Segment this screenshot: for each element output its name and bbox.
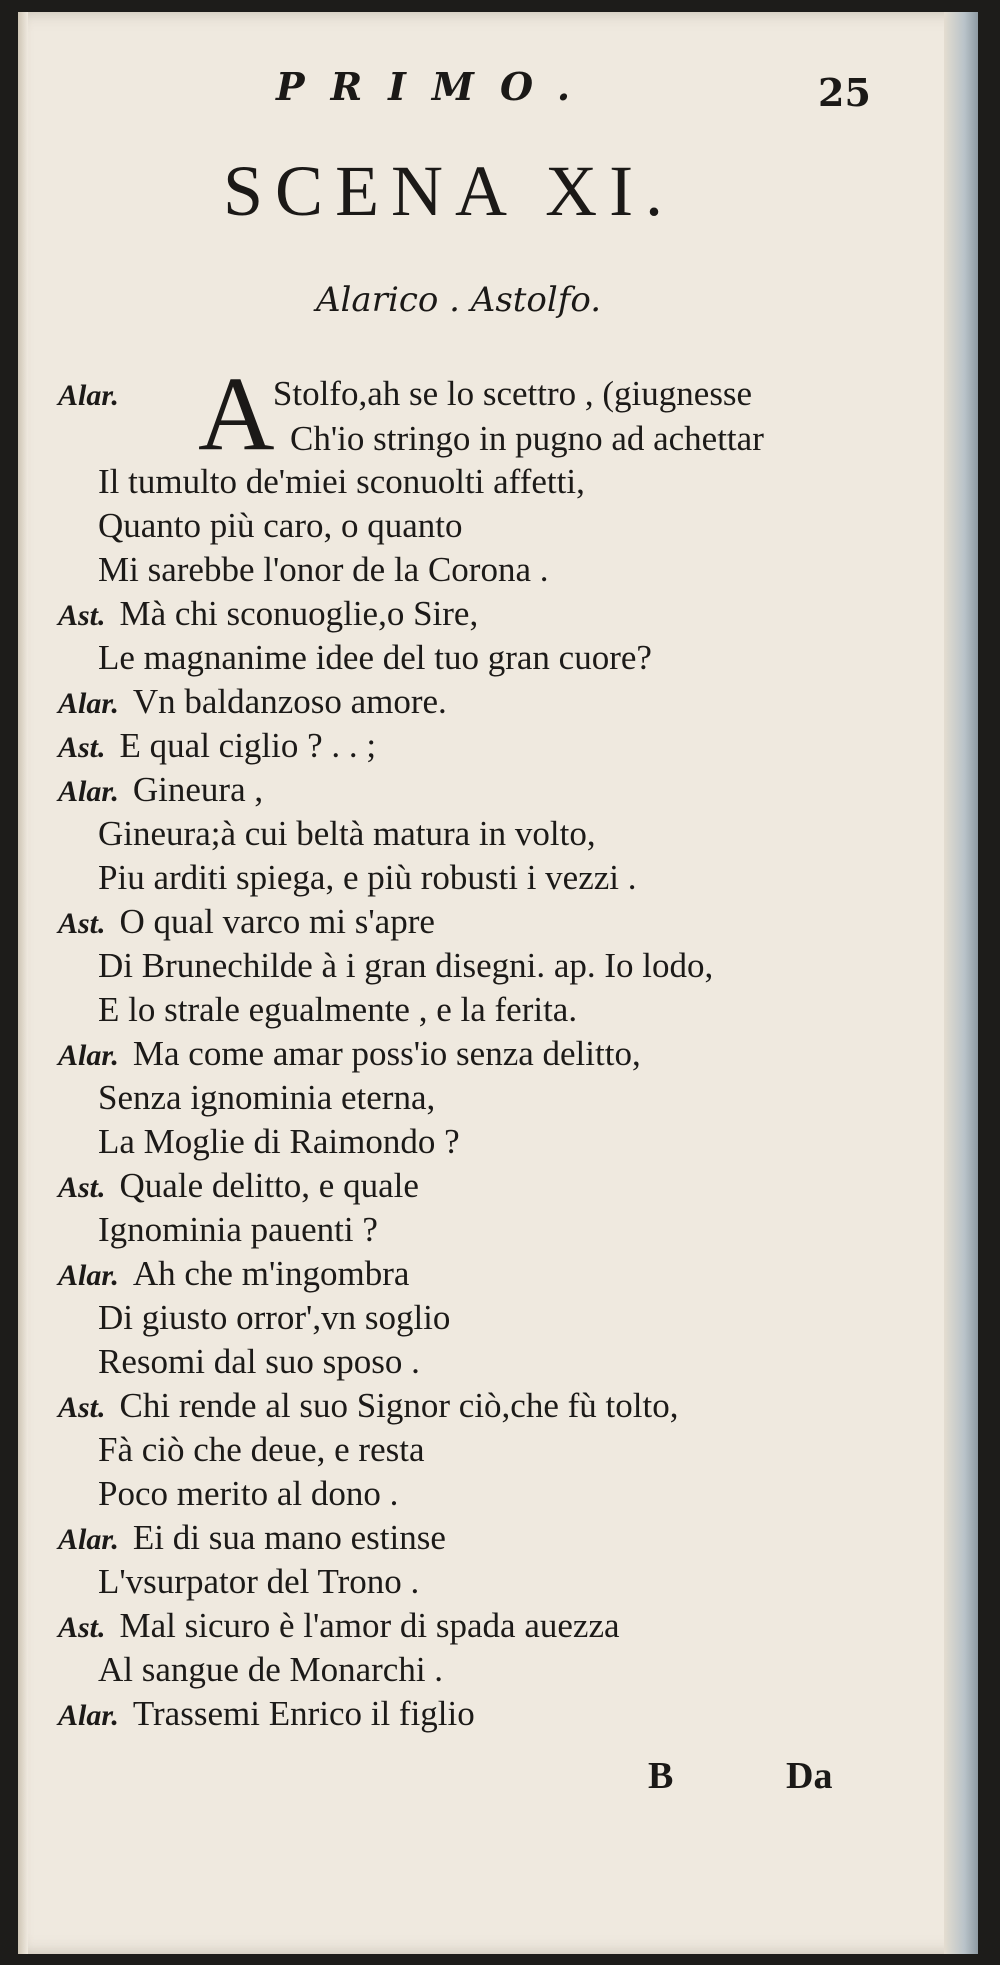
- line-text: Mal sicuro è l'amor di spada auezza: [119, 1606, 620, 1645]
- verse-line: [98, 1428, 425, 1472]
- line-text: Quale delitto, e quale: [119, 1166, 419, 1205]
- verse-line: [98, 636, 652, 680]
- line-text: Resomi dal suo sposo .: [98, 1342, 420, 1381]
- line-text: Senza ignominia eterna,: [98, 1078, 436, 1117]
- speaker-label: Alar.: [58, 687, 119, 720]
- catchword: Da: [786, 1755, 833, 1797]
- verse-line: [98, 812, 596, 856]
- verse-line: [290, 417, 764, 461]
- verse-line: [98, 1120, 460, 1164]
- line-text: E lo strale egualmente , e la ferita.: [98, 990, 578, 1029]
- verse-line: [98, 944, 713, 988]
- line-text: Trassemi Enrico il figlio: [132, 1694, 475, 1733]
- speaker-label: Ast.: [58, 907, 106, 940]
- line-text: Mi sarebbe l'onor de la Corona .: [98, 550, 549, 589]
- drop-capital: A: [198, 355, 275, 472]
- speech-line: [58, 1604, 620, 1650]
- speaker-label: Ast.: [58, 731, 106, 764]
- line-text: Ma come amar poss'io senza delitto,: [132, 1034, 641, 1073]
- verse-line: [98, 1076, 435, 1120]
- running-header: PRIMO.: [276, 64, 597, 109]
- line-text: Fà ciò che deue, e resta: [98, 1430, 425, 1469]
- line-text: Poco merito al dono .: [98, 1474, 399, 1513]
- line-text: Ch'io stringo in pugno ad achettar: [290, 419, 764, 458]
- verse-line: [98, 548, 549, 592]
- line-text: Al sangue de Monarchi .: [98, 1650, 444, 1689]
- page-fore-edge: [944, 12, 978, 1954]
- speech-line: [58, 372, 752, 418]
- line-text: Vn baldanzoso amore.: [132, 682, 447, 721]
- signature-mark: B: [648, 1755, 674, 1797]
- book-page: [18, 12, 978, 1954]
- speaker-label: Ast.: [58, 1391, 106, 1424]
- verse-line: [98, 1340, 420, 1384]
- line-text: Quanto più caro, o quanto: [98, 506, 463, 545]
- line-text: Gineura ,: [132, 770, 264, 809]
- speech-line: [58, 1032, 641, 1078]
- speech-line: [58, 680, 447, 726]
- line-text: Ignominia pauenti ?: [98, 1210, 378, 1249]
- speaker-label: Alar.: [58, 775, 119, 808]
- line-text: Stolfo,ah se lo scettro , (giugnesse: [272, 374, 753, 413]
- speech-line: [58, 724, 376, 770]
- speaker-label: Alar.: [58, 1259, 119, 1292]
- line-text: L'vsurpator del Trono .: [98, 1562, 420, 1601]
- verse-line: [98, 1208, 378, 1252]
- speech-line: [58, 1516, 446, 1562]
- page-number: 25: [818, 70, 871, 115]
- verse-line: [98, 460, 585, 504]
- line-text: Ei di sua mano estinse: [132, 1518, 446, 1557]
- verse-line: [98, 504, 463, 548]
- speaker-label: Alar.: [58, 1039, 119, 1072]
- line-text: Ah che m'ingombra: [132, 1254, 410, 1293]
- line-text: La Moglie di Raimondo ?: [98, 1122, 460, 1161]
- speaker-label: Alar.: [58, 379, 119, 412]
- scene-title: SCENA XI.: [223, 151, 676, 231]
- speaker-label: Ast.: [58, 1611, 106, 1644]
- speech-line: [58, 900, 435, 946]
- speaker-label: Ast.: [58, 1171, 106, 1204]
- scene-characters: Alarico . Astolfo.: [316, 280, 602, 320]
- speech-line: [58, 1692, 475, 1738]
- speaker-label: Ast.: [58, 599, 106, 632]
- speech-line: [58, 592, 478, 638]
- line-text: Mà chi sconuoglie,o Sire,: [119, 594, 479, 633]
- line-text: Di Brunechilde à i gran disegni. ap. Io lodo,: [98, 946, 714, 985]
- verse-line: [98, 988, 577, 1032]
- verse-line: [98, 1648, 443, 1692]
- verse-line: [98, 1560, 419, 1604]
- verse-line: [98, 856, 637, 900]
- line-text: Le magnanime idee del tuo gran cuore?: [98, 638, 652, 677]
- line-text: Gineura;à cui beltà matura in volto,: [98, 814, 596, 853]
- speech-line: [58, 1252, 409, 1298]
- speaker-label: Alar.: [58, 1699, 119, 1732]
- line-text: Chi rende al suo Signor ciò,che fù tolto,: [119, 1386, 679, 1425]
- speech-line: [58, 1164, 419, 1210]
- line-text: Di giusto orror',vn soglio: [98, 1298, 451, 1337]
- speech-line: [58, 1384, 678, 1430]
- page-gutter-shadow: [18, 12, 28, 1954]
- line-text: Piu arditi spiega, e più robusti i vezzi .: [98, 858, 637, 897]
- verse-line: [98, 1296, 450, 1340]
- speech-line: [58, 768, 263, 814]
- verse-line: [98, 1472, 398, 1516]
- speaker-label: Alar.: [58, 1523, 119, 1556]
- line-text: E qual ciglio ? . . ;: [119, 726, 377, 765]
- line-text: O qual varco mi s'apre: [119, 902, 435, 941]
- line-text: Il tumulto de'miei sconuolti affetti,: [98, 462, 585, 501]
